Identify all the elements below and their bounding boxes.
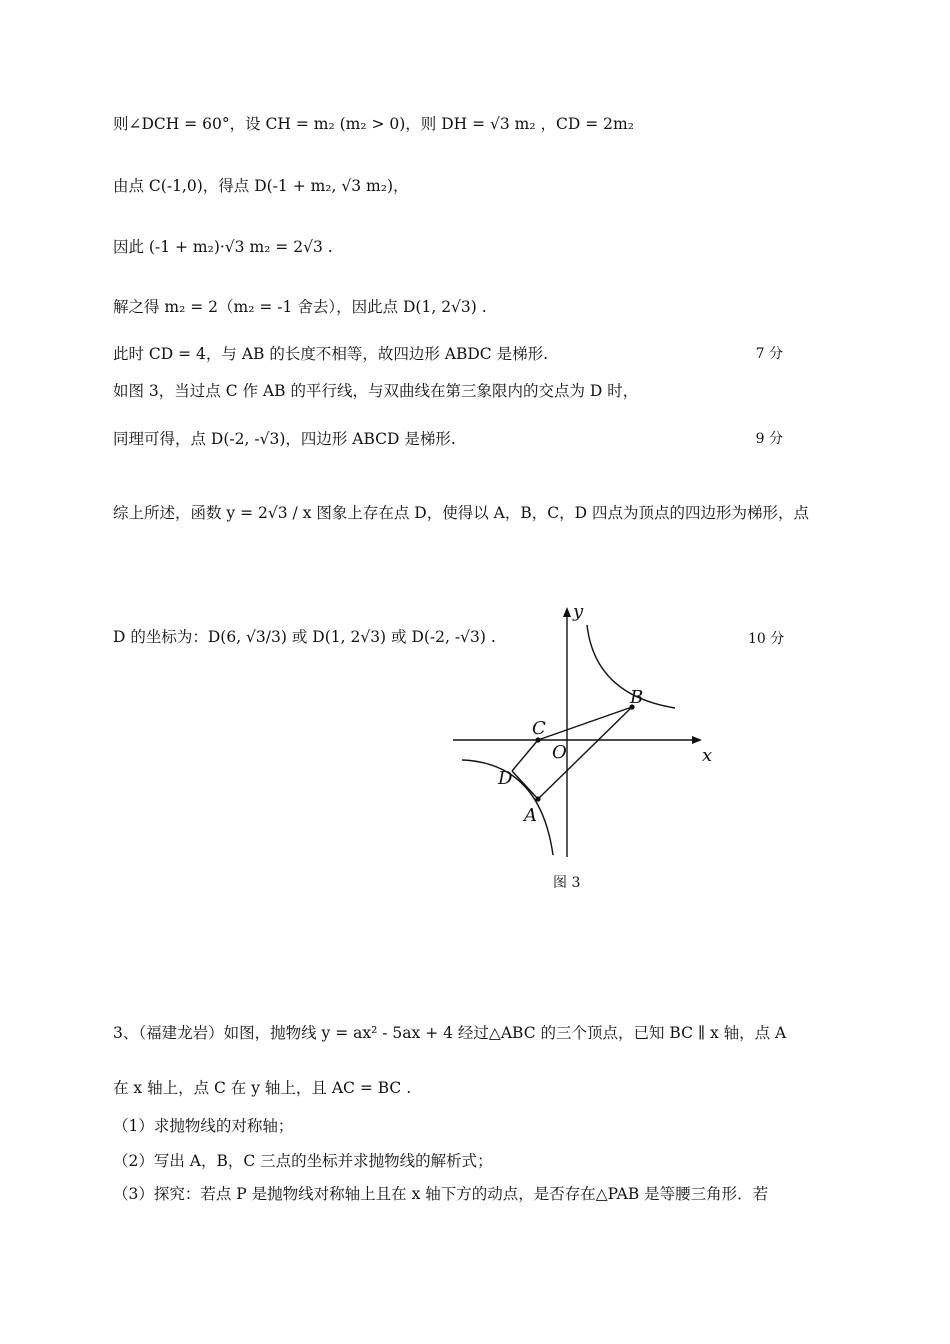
segment-cb: [538, 707, 632, 740]
points-label: 9 分: [755, 431, 783, 447]
label-d: D: [498, 768, 513, 789]
text-line-6: 如图 3，当过点 C 作 AB 的平行线，与双曲线在第三象限内的交点为 D 时，: [113, 382, 639, 400]
label-b: B: [630, 687, 644, 708]
segment-ad: [512, 771, 538, 799]
label-y: y: [573, 601, 584, 622]
label-a: A: [524, 805, 537, 826]
text-line-13: （2）写出 A，B，C 三点的坐标并求抛物线的解析式；: [113, 1152, 493, 1170]
points-label: 10 分: [748, 631, 785, 647]
label-o: O: [552, 742, 567, 763]
text-line-12: （1）求抛物线的对称轴；: [113, 1117, 294, 1135]
text-line-1: 则∠DCH = 60°，设 CH = m₂ (m₂ > 0)，则 DH = √3 m₂ ，CD = 2m₂: [113, 115, 634, 133]
x-axis-arrow-icon: [692, 736, 702, 744]
figure-caption: 图 3: [553, 875, 581, 891]
text-line-7: 同理可得，点 D(-2, -√3)，四边形 ABCD 是梯形. 9 分: [113, 430, 783, 448]
figure-3-diagram: [440, 595, 740, 865]
text-line-10: 3、（福建龙岩）如图，抛物线 y = ax² - 5ax + 4 经过△ABC 的三个顶点，已知 BC ∥ x 轴，点 A: [113, 1024, 787, 1042]
text-line-3: 因此 (-1 + m₂)·√3 m₂ = 2√3 .: [113, 238, 333, 256]
text-line-14: （3）探究：若点 P 是抛物线对称轴上且在 x 轴下方的动点，是否存在△PAB 是等腰三角形．若: [113, 1185, 769, 1203]
text-line-8: 综上所述，函数 y = 2√3 / x 图象上存在点 D，使得以 A，B，C，D 四点为顶点的四边形为梯形，点: [113, 504, 809, 522]
text-line-9: D 的坐标为：D(6, √3/3) 或 D(1, 2√3) 或 D(-2, -√3) .: [113, 628, 496, 646]
segment-dc: [512, 740, 538, 771]
label-c: C: [532, 718, 546, 739]
text-line-11: 在 x 轴上，点 C 在 y 轴上，且 AC = BC .: [113, 1079, 412, 1097]
text-line-2: 由点 C(-1,0)，得点 D(-1 + m₂, √3 m₂)，: [113, 177, 409, 195]
text-line-5: 此时 CD = 4，与 AB 的长度不相等，故四边形 ABDC 是梯形. 7 分: [113, 345, 783, 363]
y-axis-arrow-icon: [563, 607, 571, 617]
text-line-4: 解之得 m₂ = 2（m₂ = -1 舍去），因此点 D(1, 2√3) .: [113, 298, 487, 316]
label-x: x: [702, 745, 713, 766]
points-label: 7 分: [755, 346, 783, 362]
point-a: [535, 796, 540, 801]
